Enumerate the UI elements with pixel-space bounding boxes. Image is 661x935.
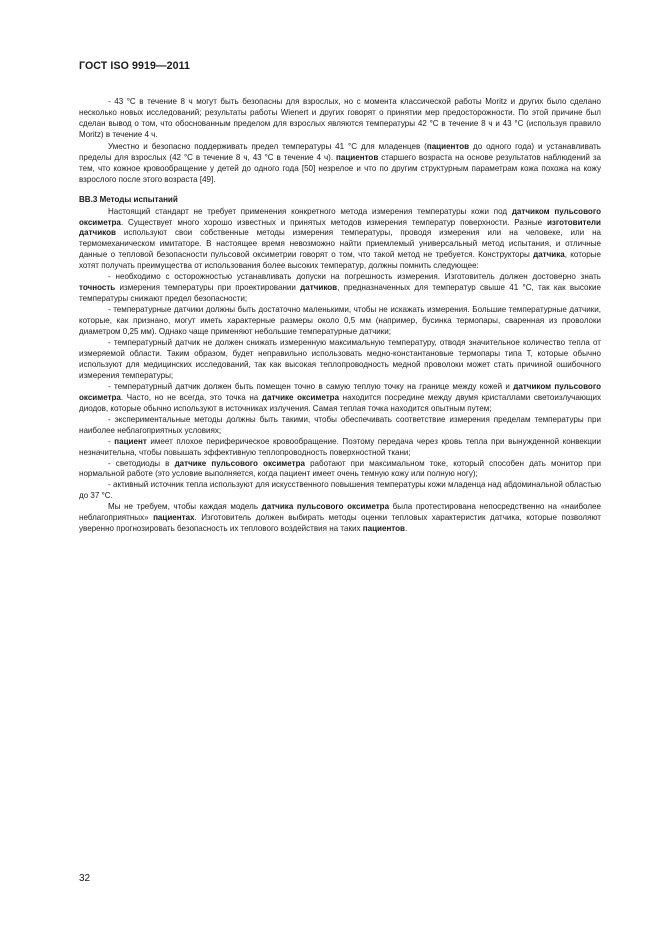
- list-item-led-current: - светодиоды в датчике пульсового оксиметра работают при максимальном токе, который способен дать монитор при нормальной работе (это условие выполняется, когда пациент имеет очень темную кожу или полную ногу);: [79, 458, 601, 479]
- list-item-patient-circulation: - пациент имеет плохое периферическое кровообращение. Поэтому передача через кровь тепла при вынужденной конвекции незначительна, чтобы повышать эффективную теплопроводность поверхностной ткани;: [79, 436, 601, 457]
- section-title: ВВ.3 Методы испытаний: [79, 194, 178, 204]
- paragraph-conclusion: Мы не требуем, чтобы каждая модель датчика пульсового оксиметра была протестирована непосредственно на «наиболее неблагоприятных» пациентах. Изготовитель должен выбирать методы оценки тепловых характеристик датчика, которые позволяют уверенно прогнозировать безопасность их теплового воздействия на таких пациентов.: [79, 502, 602, 534]
- document-body: [79, 97, 601, 535]
- paragraph-3: Настоящий стандарт не требует применения конкретного метода измерения температуры кожи под датчиком пульсового оксиметра. Существует много хорошо известных и принятых методов измерения температур поверхности. Разные изготовители датчиков используют свои собственные методы измерения температуры, проводя измерения или на человеке, или на термомеханическом имитаторе. В настоящее время невозможно найти приемлемый универсальный метод испытания, и отличные данные о тепловой безопасности пульсовой оксиметрии говорят о том, что такой метод не требуется. Конструкторы датчика, которые хотят получать преимущества от использования более высоких температур, должны помнить следующее:: [79, 206, 601, 271]
- paragraph-2: Уместно и безопасно поддерживать предел температуры 41 °С для младенцев (пациентов до одного года) и устанавливать пределы для взрослых (42 °С в течение 8 ч, 43 °С в течение 4 ч). пациентов старшего возраста на основе результатов наблюдений за тем, что кожное кровообращение у детей до одного года [50] незрелое и что по другим структурным параметрам кожа похожа на кожу взрослого после этого возраста [49].: [79, 141, 602, 184]
- list-item-experimental-methods: - экспериментальные методы должны быть такими, чтобы обеспечивать соответствие измерения пределам температуры при наиболее неблагоприятных условиях;: [79, 414, 601, 435]
- paragraph-1: - 43 °С в течение 8 ч могут быть безопасны для взрослых, но с момента классической работы Moritz и других было сделано несколько новых исследований; результаты работы Wienert и других говорят о принятии мер предосторожности. По этой причине был сделан вывод о том, что обоснованным пределом для взрослых являются температуры 42 °С в течение 8 ч и 43 °С (используя правило Moritz) в течение 4 ч.: [79, 97, 601, 139]
- list-item-heat-conduction: - температурный датчик не должен снижать измеренную максимальную температуру, отводя значительное количество тепла от измеряемой области. Таким образом, будет неправильно использовать медно-константановые термопары типа Т, которые обычно используют для медицинских исследований, так как высокая теплопроводность медной проволоки может стать причиной ошибочного измерения температуры;: [79, 338, 601, 380]
- page-number: 32: [79, 873, 91, 884]
- list-item-heat-source: - активный источник тепла используют для искусственного повышения температуры кожи младенца над абдоминальной областью до 37 °С.: [79, 480, 601, 501]
- list-item-tolerance: - необходимо с осторожностью устанавливать допуски на погрешность измерения. Изготовитель должен достоверно знать точность измерения температуры при проектировании датчиков, предназначенных для температур свыше 41 °С, так как высокие температуры снижают предел безопасности;: [79, 272, 601, 304]
- list-item-sensor-placement: - температурный датчик должен быть помещен точно в самую теплую точку на границе между кожей и датчиком пульсового оксиметра. Часто, но не всегда, это точка на датчике оксиметра находится посредине между двумя кристаллами светоизлучающих диодов, которые обычно используют в источниках излучения. Самая теплая точка находится опытным путем;: [79, 381, 602, 413]
- document-header: ГОСТ ISO 9919—2011: [79, 60, 191, 72]
- list-item-sensor-size: - температурные датчики должны быть достаточно маленькими, чтобы не искажать измерения. Большие температурные датчики, которые, как признано, могут иметь характерные размеры около 0,5 мм (например, бусинка термопары, сваренная из проволоки диаметром 0,25 мм). Однако чаще применяют небольшие температурные датчики;: [79, 305, 601, 337]
